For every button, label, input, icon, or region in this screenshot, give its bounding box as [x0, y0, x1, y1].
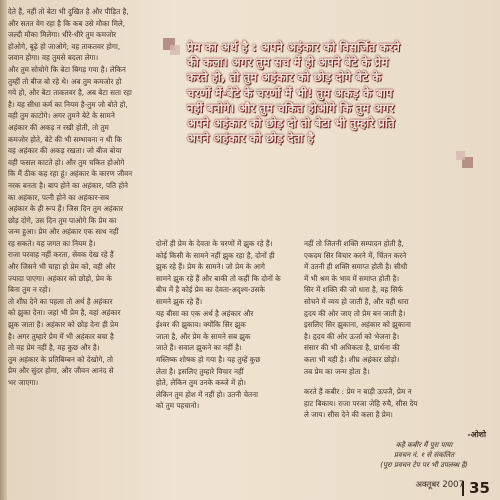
decorative-square	[456, 151, 465, 160]
body-column-middle: दोनों ही प्रेम के देवता के चरणों में झुक रहे हैं। कोई किसी के सामने नहीं झुक रहा है, दोनों ही झुक रहे हैं। प्रेम के सामने। जो प्रेम के आगे सामने झुक रहे हैं और बाकी तो कहीं कि दोनों के बीच में है कोई प्रेम का देवता-अदृश्य-उसके सामने झुक रहे हैं। यह बीसा का एक अर्थ है अहंकार और ईश्वर की झुकाव। क्योंकि सिर झुक जाता है, और प्रेम के सामने सब झुक जाते हैं। सवाल झुकने का नहीं है। मस्तिष्क शोषक हो गया है। यह तुम्हें कुछ लेता है। इसलिए तुम्हारे विचार नहीं होते, लेकिन तुम उनके कब्जे में हो। लेकिन तुम होश में नहीं हो। उतनी चेतना को तुम पहचानो।	[156, 239, 281, 411]
decorative-square	[170, 45, 180, 55]
issue-date: अक्तूबर 2007	[415, 480, 464, 490]
source-citation: कहै कबीर मैं पूरा पाया प्रवचन नं. १ से संकलित (पूरा प्रवचन टेप पर भी उपलब्ध है)	[380, 441, 468, 469]
body-column-left: देते हैं, नहीं तो बेटा भी दुखित है और पीड़ित है, और सतत वेग रहा है कि कब उसे मौका मिले, जल्दी मौका मिलेगा। धीरे-धीरे तुम कमजोर होओगे, बूढ़े हो जाओगे; वह ताकतवर होगा, जवान होगा। वह तुमसे बदला लेगा। और तुम सोचोगे कि बेटा बिगड़ गया है। लेकिन तुम्हीं तो बीज बो रहे थे। अब तुम कमजोर हो गये हो, और बेटा ताकतवर है, अब बेटा सता रहा है। यह सीधा कर्म का नियम है-तुम जो बोते हो, वही तुम काटोगे। अगर तुमने बेटे के सामने अहंकार की अकड़ न रखी होती, तो तुम कमजोर होते, बेटे की भी सम्भावना न थी कि वह अहंकार की अकड़ रखता। जो बीज बोया वही फसल काटते हो। और तुम चकित होओगे कि मैं ठीक कह रहा हूं। अहंकार के कारण जीवन नरक बनता है। बाप होने का अहंकार, पति होने का अहंकार, पत्नी होने का अहंकार-सब अहंकार के ही रूप हैं। जिस दिन तुम अहंकार छोड़ दोगे, उस दिन तुम पाओगे कि प्रेम का जन्म हुआ। प्रेम और अहंकार एक साथ नहीं रह सकते। यह जगत का नियम है। राजा परवाह नहीं करता, सेवक देख रहे हैं और जिसने भी चाहा हो प्रेम को, वही और ज्यादा पाएगा। अहंकार को छोड़ो, प्रेम के बिना तुम न रहो। तो शीघ्र देने का पहला तो अर्थ है अहंकार को झुका देना। जहां भी प्रेम है, वहां अहंकार झुक जाता है। अहंकार को छोड़ देना ही प्रेम है। अगर तुम्हारे प्रेम में भी अहंकार बचा है तो वह प्रेम नहीं है, वह कुछ और है। तुम अहंकार के प्रतिबिम्बन को देखोगे, तो प्रेम और सुंदर होगा, और जीवन आनंद से भर जाएगा।	[8, 7, 133, 387]
author-signature: -ओशो	[467, 430, 486, 439]
page-number: 35	[462, 481, 490, 496]
pull-quote: प्रेम का अर्थ है : अपने अहंकार को विसर्जित करने की कला। अगर तुम सच में ही अपने बेटे के प्रेम करते हो, तो तुम अहंकार को छोड़ दोगे बेटे के चरणों में-बेटे के चरणों में भी! तुम अकड़ के बाप नहीं बनोगे। और तुम चकित होओगे कि तुम अगर अपने अहंकार को छोड़ दो तो बेटा भी तुम्हारे प्रति अपने अहंकार को छोड़ देता है	[187, 40, 400, 146]
body-column-right: नहीं तो जितनी शक्ति सम्पादन होती है, एकदम सिर विचार करने में, चिंतन करने में उतनी ही शक्ति समाप्त होती है। सीधी में भी श्रम के भाव में समाप्त होती है। सिर में शक्ति की जो धारा है, वह सिर्फ सोचने में व्यय हो जाती है, और वही धारा हृदय की ओर जाए तो प्रेम बन जाती है। इसलिए सिर झुकाना, अहंकार को झुकाना है। हृदय की ओर ऊर्जा को भेजना है। संसार की भी अधिकता है, प्रार्थना की कला भी यही है। शीघ्र अहंकार छोड़ो। तब प्रेम का जन्म होता है।	[304, 239, 411, 376]
body-column-right-continued: करते हैं कबीर : प्रेम न बाड़ी ऊपजै, प्रेम न हाट बिकाय। राजा परजा जेहि रुचै, सीस देय ले जाय। सीस देने की कला है प्रेम।	[304, 387, 418, 420]
page-binding-edge	[0, 0, 7, 500]
